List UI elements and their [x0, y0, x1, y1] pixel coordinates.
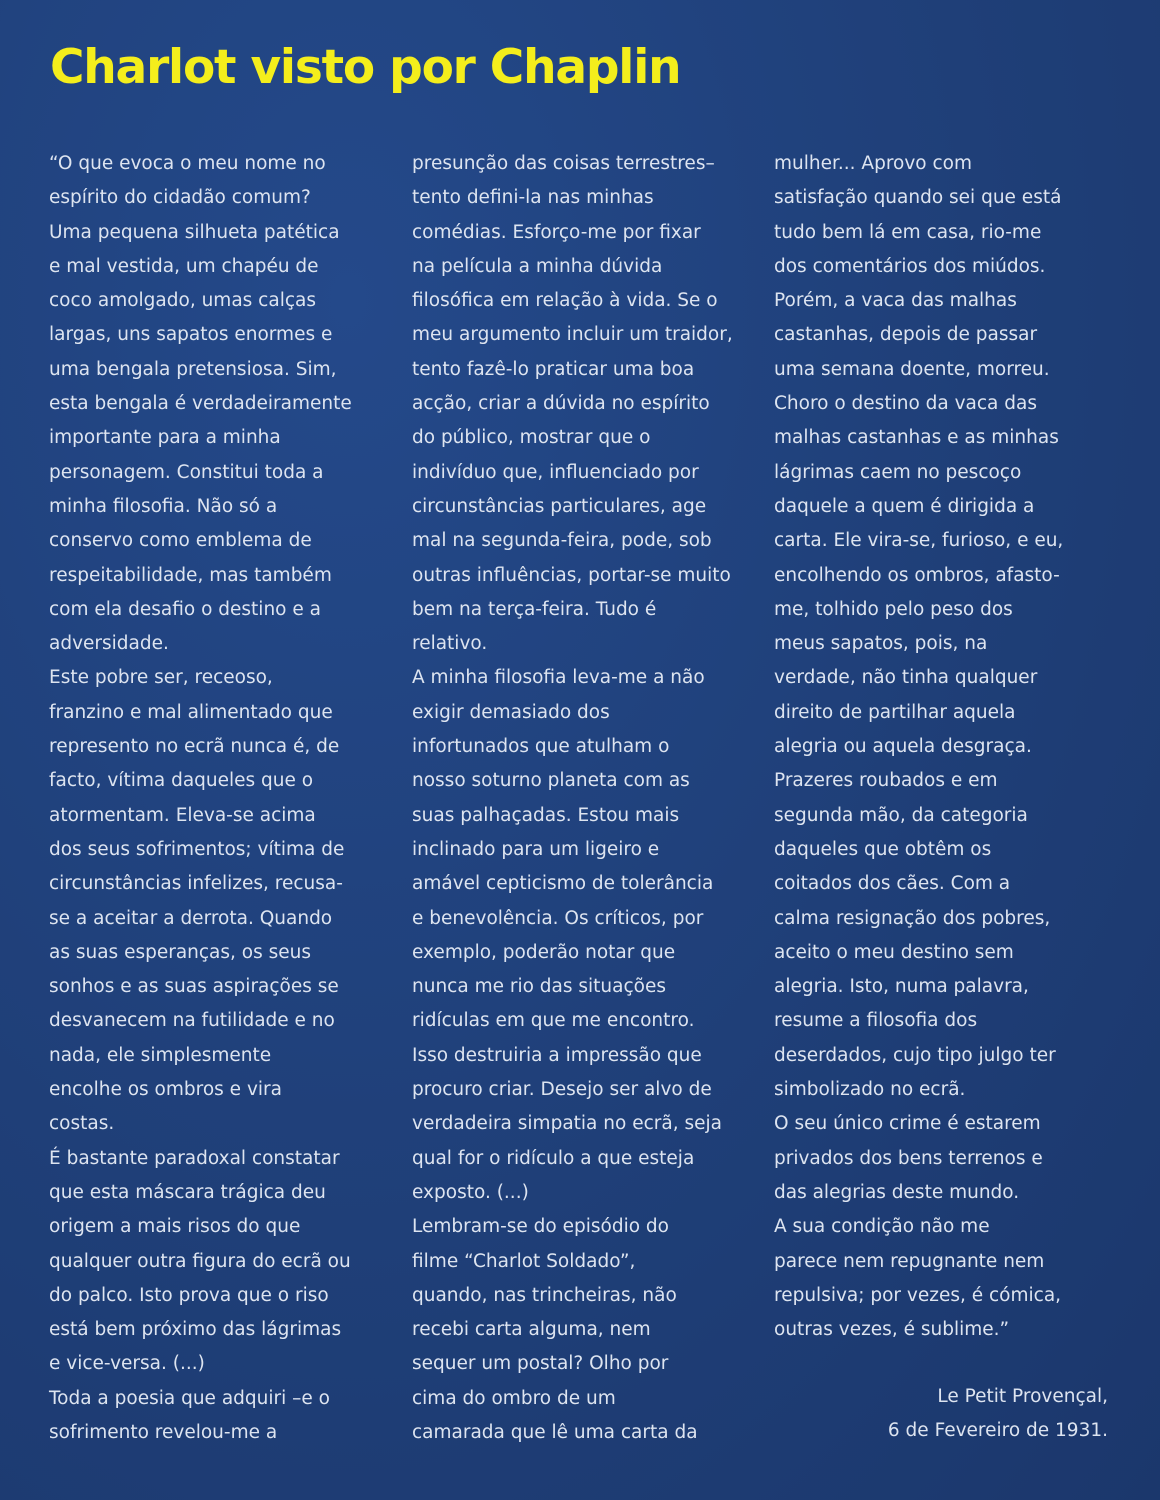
text-line: sonhos e as suas aspirações se: [49, 976, 339, 998]
text-line: direito de partilhar aquela: [774, 701, 1016, 723]
text-line: circunstâncias particulares, age: [412, 495, 707, 517]
text-line: e vice-versa. (...): [49, 1353, 205, 1375]
text-line: as suas esperanças, os seus: [49, 941, 312, 963]
text-line: me, tolhido pelo peso dos: [774, 598, 1013, 620]
text-line: indivíduo que, influenciado por: [412, 461, 699, 483]
text-line: segunda mão, da categoria: [774, 804, 1028, 826]
text-line: exposto. (...): [412, 1181, 529, 1203]
text-line: dos comentários dos miúdos.: [774, 255, 1046, 277]
text-line: adversidade.: [49, 633, 169, 655]
text-line: atormentam. Eleva-se acima: [49, 804, 316, 826]
signature-source: Le Petit Provençal,: [937, 1386, 1108, 1407]
text-line: simbolizado no ecrã.: [774, 1079, 966, 1101]
text-line: procuro criar. Desejo ser alvo de: [412, 1079, 712, 1101]
text-line: exigir demasiado dos: [412, 701, 610, 723]
text-line: Toda a poesia que adquiri –e o: [49, 1387, 330, 1409]
text-line: costas.: [49, 1113, 115, 1135]
text-line: e mal vestida, um chapéu de: [49, 255, 319, 277]
text-line: satisfação quando sei que está: [774, 187, 1062, 209]
text-line: filosófica em relação à vida. Se o: [412, 290, 718, 312]
text-line: nada, ele simplesmente: [49, 1044, 272, 1066]
text-line: meu argumento incluir um traidor,: [412, 324, 733, 346]
text-line: dos seus sofrimentos; vítima de: [49, 838, 345, 860]
text-line: represento no ecrã nunca é, de: [49, 736, 340, 758]
text-line: Prazeres roubados e em: [774, 770, 998, 792]
text-line: uma semana doente, morreu.: [774, 358, 1050, 380]
text-line: “O que evoca o meu nome no: [49, 153, 326, 174]
text-line: repulsiva; por vezes, é cómica,: [774, 1284, 1062, 1306]
text-line: verdade, não tinha qualquer: [774, 667, 1038, 689]
text-line: do palco. Isto prova que o riso: [49, 1284, 329, 1306]
text-line: filme “Charlot Soldado”,: [412, 1250, 636, 1272]
text-line: Choro o destino da vaca das: [774, 393, 1037, 415]
text-line: acção, criar a dúvida no espírito: [412, 393, 710, 415]
article-title: Charlot visto por Chaplin: [50, 40, 681, 95]
text-line: daquele a quem é dirigida a: [774, 495, 1035, 517]
text-line: largas, uns sapatos enormes e: [49, 324, 333, 346]
text-line: conservo como emblema de: [49, 530, 312, 552]
text-line: facto, vítima daqueles que o: [49, 770, 314, 792]
text-line: tento fazê-lo praticar uma boa: [412, 358, 695, 380]
text-line: inclinado para um ligeiro e: [412, 838, 660, 860]
text-line: deserdados, cujo tipo julgo ter: [774, 1044, 1056, 1066]
text-line: verdadeira simpatia no ecrã, seja: [412, 1113, 722, 1135]
signature-block: [888, 1380, 1108, 1449]
text-line: quando, nas trincheiras, não: [412, 1284, 677, 1306]
signature-date: 6 de Fevereiro de 1931.: [887, 1420, 1108, 1442]
text-line: Lembram-se do episódio do: [412, 1216, 669, 1238]
text-line: privados dos bens terrenos e: [774, 1147, 1043, 1169]
text-line: A sua condição não me: [774, 1216, 990, 1238]
text-line: encolhendo os ombros, afasto-: [774, 564, 1060, 586]
text-line: presunção das coisas terrestres–: [412, 153, 715, 174]
text-line: meus sapatos, pois, na: [774, 633, 988, 655]
text-line: das alegrias deste mundo.: [774, 1181, 1020, 1203]
text-line: tento defini-la nas minhas: [412, 187, 654, 209]
text-line: qualquer outra figura do ecrã ou: [49, 1250, 351, 1272]
text-line: desvanecem na futilidade e no: [49, 1010, 335, 1032]
text-line: esta bengala é verdadeiramente: [49, 393, 352, 415]
text-line: qual for o ridículo a que esteja: [412, 1147, 695, 1169]
text-line: sofrimento revelou-me a: [49, 1421, 278, 1443]
text-line: na película a minha dúvida: [412, 255, 663, 277]
text-line: relativo.: [412, 633, 488, 655]
text-line: coitados dos cães. Com a: [774, 873, 1011, 895]
text-line: suas palhaçadas. Estou mais: [412, 804, 680, 826]
text-line: A minha filosofia leva-me a não: [412, 667, 705, 689]
text-line: do público, mostrar que o: [412, 427, 651, 449]
text-line: lágrimas caem no pescoço: [774, 461, 1022, 483]
text-line: comédias. Esforço-me por fixar: [412, 221, 701, 243]
text-line: respeitabilidade, mas também: [49, 564, 332, 586]
text-line: Este pobre ser, receoso,: [49, 667, 273, 689]
text-line: recebi carta alguma, nem: [412, 1319, 651, 1341]
text-line: resume a filosofia dos: [774, 1010, 978, 1032]
text-line: encolhe os ombros e vira: [49, 1079, 282, 1101]
text-line: importante para a minha: [49, 427, 281, 449]
text-line: uma bengala pretensiosa. Sim,: [49, 358, 337, 380]
text-line: infortunados que atulham o: [412, 736, 670, 758]
text-line: mal na segunda-feira, pode, sob: [412, 530, 712, 552]
text-line: com ela desafio o destino e a: [49, 598, 321, 620]
text-line: franzino e mal alimentado que: [49, 701, 333, 723]
text-line: amável cepticismo de tolerância: [412, 873, 714, 895]
text-line: circunstâncias infelizes, recusa-: [49, 873, 343, 895]
text-line: espírito do cidadão comum?: [49, 187, 311, 209]
text-line: se a aceitar a derrota. Quando: [49, 907, 333, 929]
text-line: malhas castanhas e as minhas: [774, 427, 1059, 449]
text-line: mulher... Aprovo com: [774, 153, 972, 174]
text-line: camarada que lê uma carta da: [412, 1421, 698, 1443]
text-line: minha filosofia. Não só a: [49, 495, 278, 517]
text-line: exemplo, poderão notar que: [412, 941, 676, 963]
text-line: Porém, a vaca das malhas: [774, 290, 1017, 312]
text-line: outras vezes, é sublime.”: [774, 1319, 1010, 1341]
text-line: alegria ou aquela desgraça.: [774, 736, 1032, 758]
text-line: coco amolgado, umas calças: [49, 290, 316, 312]
text-line: ridículas em que me encontro.: [412, 1010, 695, 1032]
text-line: e benevolência. Os críticos, por: [412, 907, 704, 929]
text-column-2: [412, 147, 757, 1450]
text-line: daqueles que obtêm os: [774, 838, 992, 860]
text-line: personagem. Constitui toda a: [49, 461, 324, 483]
text-line: calma resignação dos pobres,: [774, 907, 1051, 929]
text-line: nunca me rio das situações: [412, 976, 666, 998]
text-line: sequer um postal? Olho por: [412, 1353, 669, 1375]
text-line: cima do ombro de um: [412, 1387, 616, 1409]
text-line: parece nem repugnante nem: [774, 1250, 1045, 1272]
text-line: outras influências, portar-se muito: [412, 564, 731, 586]
text-line: que esta máscara trágica deu: [49, 1181, 326, 1203]
text-line: origem a mais risos do que: [49, 1216, 301, 1238]
text-line: alegria. Isto, numa palavra,: [774, 976, 1029, 998]
text-column-1: [49, 147, 394, 1450]
text-line: castanhas, depois de passar: [774, 324, 1038, 346]
text-line: Uma pequena silhueta patética: [49, 221, 340, 243]
text-line: está bem próximo das lágrimas: [49, 1319, 342, 1341]
text-column-3: [774, 147, 1119, 1347]
text-line: bem na terça-feira. Tudo é: [412, 598, 657, 620]
text-line: É bastante paradoxal constatar: [49, 1147, 340, 1169]
text-line: nosso soturno planeta com as: [412, 770, 690, 792]
text-line: Isso destruiria a impressão que: [412, 1044, 702, 1066]
text-line: O seu único crime é estarem: [774, 1113, 1041, 1135]
text-line: tudo bem lá em casa, rio-me: [774, 221, 1042, 243]
text-line: carta. Ele vira-se, furioso, e eu,: [774, 530, 1064, 552]
text-line: aceito o meu destino sem: [774, 941, 1014, 963]
